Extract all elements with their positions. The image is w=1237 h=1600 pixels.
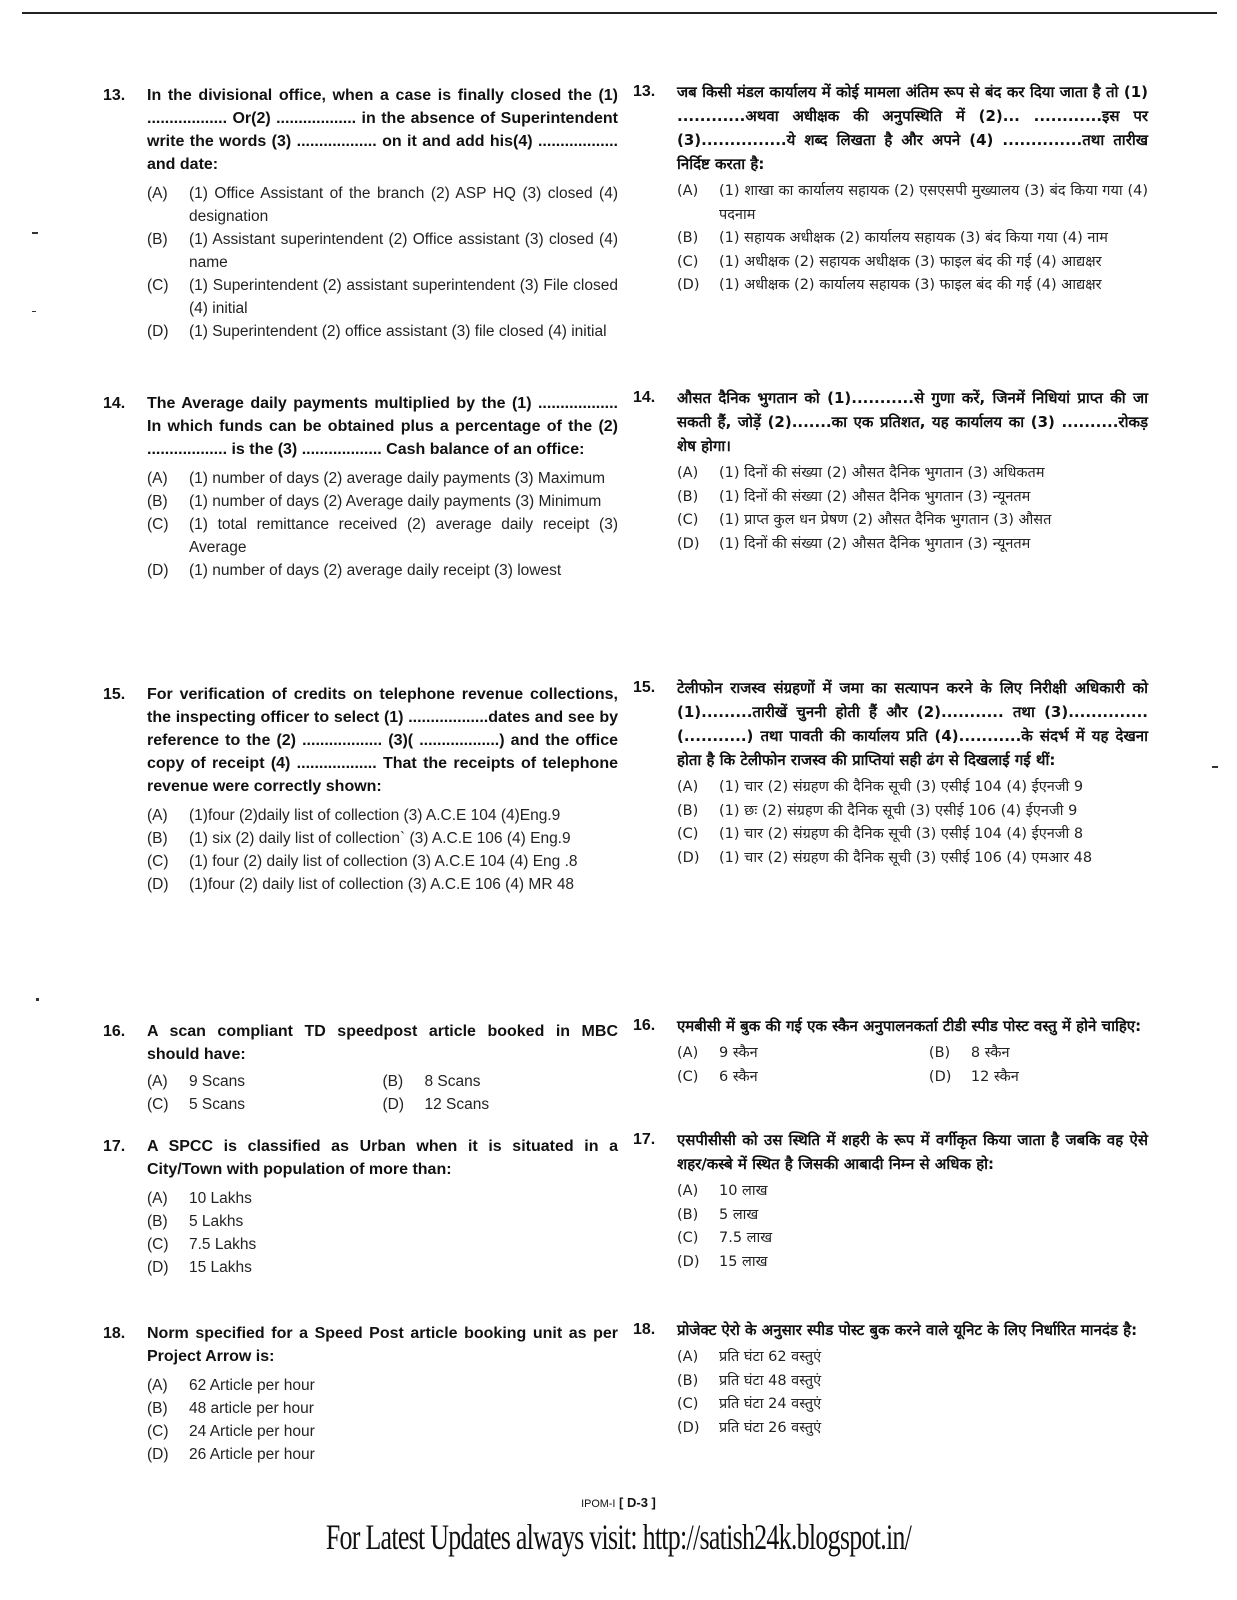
option-c: (C) (1) अधीक्षक (2) सहायक अधीक्षक (3) फाइल बंद की गई (4) आद्यक्षर xyxy=(677,253,1102,270)
option-a: (A) (1)four (2)daily list of collection (3) A.C.E 104 (4)Eng.9 xyxy=(147,807,561,824)
question-15 xyxy=(633,676,1148,870)
option-b: (B) (1) सहायक अधीक्षक (2) कार्यालय सहायक (3) बंद किया गया (4) नाम xyxy=(677,230,1108,246)
paper-code: IPOM-I xyxy=(581,1498,616,1510)
option-c: (C) (1) Superintendent (2) assistant superintendent (3) File closed (4) initial xyxy=(147,277,618,317)
question-number: 15. xyxy=(633,679,656,696)
question-text: A SPCC is classified as Urban when it is situated in a City/Town with population of more than: xyxy=(147,1138,618,1178)
option-b: (B) (1) छः (2) संग्रहण की दैनिक सूची (3) एसीई 106 (4) ईएनजी 9 xyxy=(677,802,1078,819)
question-number: 17. xyxy=(633,1131,656,1148)
option-d: (D) 12 Scans xyxy=(382,1096,490,1113)
option-c: (C) 7.5 Lakhs xyxy=(147,1236,257,1253)
question-text: Norm specified for a Speed Post article booking unit as per Project Arrow is: xyxy=(147,1325,618,1365)
option-d: (D) (1) Superintendent (2) office assistant (3) file closed (4) initial xyxy=(147,323,607,340)
question-number: 18. xyxy=(633,1321,656,1338)
question-18 xyxy=(633,1318,1148,1440)
page-number: [ D-3 ] xyxy=(619,1495,656,1510)
question-16 xyxy=(103,1020,618,1116)
option-a: (A) (1) शाखा का कार्यालय सहायक (2) एसएसपी मुख्यालय (3) बंद किया गया (4) पदनाम xyxy=(677,183,1148,223)
option-a: (A) 9 Scans xyxy=(147,1073,246,1090)
option-d: (D) (1) अधीक्षक (2) कार्यालय सहायक (3) फाइल बंद की गई (4) आद्यक्षर xyxy=(677,277,1102,293)
top-rule xyxy=(22,12,1217,14)
option-b: (B) (1) number of days (2) Average daily payments (3) Minimum xyxy=(147,493,602,510)
question-18 xyxy=(103,1322,618,1466)
option-b: (B) 8 स्कैन xyxy=(928,1045,1010,1061)
question-16 xyxy=(633,1014,1148,1089)
option-a: (A) प्रति घंटा 62 वस्तुएं xyxy=(677,1349,822,1365)
option-d: (D) (1) दिनों की संख्या (2) औसत दैनिक भुगतान (3) न्यूनतम xyxy=(677,535,1031,552)
option-c: (C) प्रति घंटा 24 वस्तुएं xyxy=(677,1396,822,1412)
option-d: (D) (1)four (2) daily list of collection (3) A.C.E 106 (4) MR 48 xyxy=(147,876,575,893)
option-b: (B) 8 Scans xyxy=(382,1073,481,1090)
option-c: (C) 6 स्कैन xyxy=(677,1068,758,1085)
option-a: (A) 10 Lakhs xyxy=(147,1190,252,1207)
question-text: A scan compliant TD speedpost article booked in MBC should have: xyxy=(147,1023,618,1063)
option-d: (D) (1) चार (2) संग्रहण की दैनिक सूची (3) एसीई 106 (4) एमआर 48 xyxy=(677,849,1093,866)
question-14 xyxy=(103,392,618,582)
option-a: (A) 62 Article per hour xyxy=(147,1377,315,1394)
question-number: 17. xyxy=(103,1138,126,1155)
option-c: (C) (1) प्राप्त कुल धन प्रेषण (2) औसत दैनिक भुगतान (3) औसत xyxy=(677,512,1052,528)
question-number: 13. xyxy=(103,87,126,104)
question-number: 16. xyxy=(103,1023,126,1040)
scan-mark xyxy=(1212,766,1218,768)
option-a: (A) (1) Office Assistant of the branch (2) ASP HQ (3) closed (4) designation xyxy=(147,185,618,225)
question-number: 14. xyxy=(633,389,656,406)
question-number: 15. xyxy=(103,686,126,703)
option-b: (B) 5 Lakhs xyxy=(147,1213,244,1230)
question-text: औसत दैनिक भुगतान को (1)...........से गुणा करें, जिनमें निधियां प्राप्त की जा सकती हैं, जोड़ें (2).......का एक प्रतिशत, यह कार्यालय का (3) ..........रोकड़ शेष होगा। xyxy=(677,389,1148,455)
scan-mark xyxy=(32,232,38,234)
option-a: (A) 10 लाख xyxy=(677,1183,768,1199)
question-text: In the divisional office, when a case is finally closed the (1) .................. Or(2) .................. in the absence of Superintendent write the words (3) .................. on it and add his(4) .................. and date: xyxy=(147,87,618,173)
option-d: (D) 26 Article per hour xyxy=(147,1446,315,1463)
question-text: For verification of credits on telephone revenue collections, the inspecting officer to select (1) ..................dates and see by reference to the (2) .................. (3)( ..................) and the office copy of receipt (4) .................. That the receipts of telephone revenue were correctly shown: xyxy=(147,686,618,795)
page-code xyxy=(0,1495,1237,1510)
option-c: (C) 5 Scans xyxy=(147,1096,246,1113)
question-text: The Average daily payments multiplied by the (1) .................. In which funds can be obtained plus a percentage of the (2) .................. is the (3) .................. Cash balance of an office: xyxy=(147,395,618,458)
option-d: (D) 15 लाख xyxy=(677,1253,768,1270)
option-a: (A) (1) number of days (2) average daily payments (3) Maximum xyxy=(147,470,606,487)
question-text: एसपीसीसी को उस स्थिति में शहरी के रूप में वर्गीकृत किया जाता है जबकि वह ऐसे शहर/कस्बे में स्थित है जिसकी आबादी निम्न से अधिक हो: xyxy=(677,1131,1148,1173)
question-number: 18. xyxy=(103,1325,126,1342)
option-c: (C) 7.5 लाख xyxy=(677,1230,773,1246)
question-text: एमबीसी में बुक की गई एक स्कैन अनुपालनकर्ता टीडी स्पीड पोस्ट वस्तु में होने चाहिए: xyxy=(677,1017,1142,1035)
option-b: (B) 48 article per hour xyxy=(147,1400,314,1417)
option-b: (B) (1) दिनों की संख्या (2) औसत दैनिक भुगतान (3) न्यूनतम xyxy=(677,488,1031,505)
question-14 xyxy=(633,386,1148,556)
question-text: टेलीफोन राजस्व संग्रहणों में जमा का सत्यापन करने के लिए निरीक्षी अधिकारी को (1).........तारीखें चुननी होती हैं और (2)........... तथा (3).............. (...........) तथा पावती की कार्यालय प्रति (4)...........के संदर्भ में यह देखना होता है कि टेलीफोन राजस्व की प्राप्तियां सही ढंग से दिखलाई गई थीं: xyxy=(677,679,1148,769)
option-c: (C) 24 Article per hour xyxy=(147,1423,315,1440)
option-d: (D) (1) number of days (2) average daily receipt (3) lowest xyxy=(147,562,562,579)
question-17 xyxy=(103,1135,618,1279)
question-number: 14. xyxy=(103,395,126,412)
question-number: 16. xyxy=(633,1017,656,1034)
question-15 xyxy=(103,683,618,896)
question-number: 13. xyxy=(633,83,656,100)
question-text: जब किसी मंडल कार्यालय में कोई मामला अंतिम रूप से बंद कर दिया जाता है तो (1) ............अथवा अधीक्षक की अनुपस्थिति में (2)... ............इस पर (3)...............ये शब्द लिखता है और अपने (4) ..............तथा तारीख निर्दिष्ट करता है: xyxy=(677,83,1148,173)
option-a: (A) (1) चार (2) संग्रहण की दैनिक सूची (3) एसीई 104 (4) ईएनजी 9 xyxy=(677,779,1084,795)
question-17 xyxy=(633,1128,1148,1274)
option-b: (B) (1) six (2) daily list of collection` (3) A.C.E 106 (4) Eng.9 xyxy=(147,830,571,847)
scan-mark xyxy=(32,311,36,312)
option-d: (D) 12 स्कैन xyxy=(928,1068,1019,1085)
option-c: (C) (1) चार (2) संग्रहण की दैनिक सूची (3) एसीई 104 (4) ईएनजी 8 xyxy=(677,826,1084,842)
option-d: (D) प्रति घंटा 26 वस्तुएं xyxy=(677,1419,822,1436)
question-13 xyxy=(103,84,618,343)
option-b: (B) 5 लाख xyxy=(677,1206,759,1223)
option-c: (C) (1) total remittance received (2) average daily receipt (3) Average xyxy=(147,516,618,556)
option-b: (B) प्रति घंटा 48 वस्तुएं xyxy=(677,1372,822,1389)
scan-mark xyxy=(36,998,39,1001)
option-a: (A) (1) दिनों की संख्या (2) औसत दैनिक भुगतान (3) अधिकतम xyxy=(677,465,1045,481)
option-c: (C) (1) four (2) daily list of collection (3) A.C.E 104 (4) Eng .8 xyxy=(147,853,578,870)
question-text: प्रोजेक्ट ऐरो के अनुसार स्पीड पोस्ट बुक करने वाले यूनिट के लिए निर्धारित मानदंड है: xyxy=(677,1321,1138,1339)
option-d: (D) 15 Lakhs xyxy=(147,1259,252,1276)
footer-link-banner[interactable]: For Latest Updates always visit: http://satish24k.blogspot.in/ xyxy=(325,1517,912,1557)
question-13 xyxy=(633,80,1148,298)
option-a: (A) 9 स्कैन xyxy=(677,1045,758,1061)
option-b: (B) (1) Assistant superintendent (2) Office assistant (3) closed (4) name xyxy=(147,231,618,271)
